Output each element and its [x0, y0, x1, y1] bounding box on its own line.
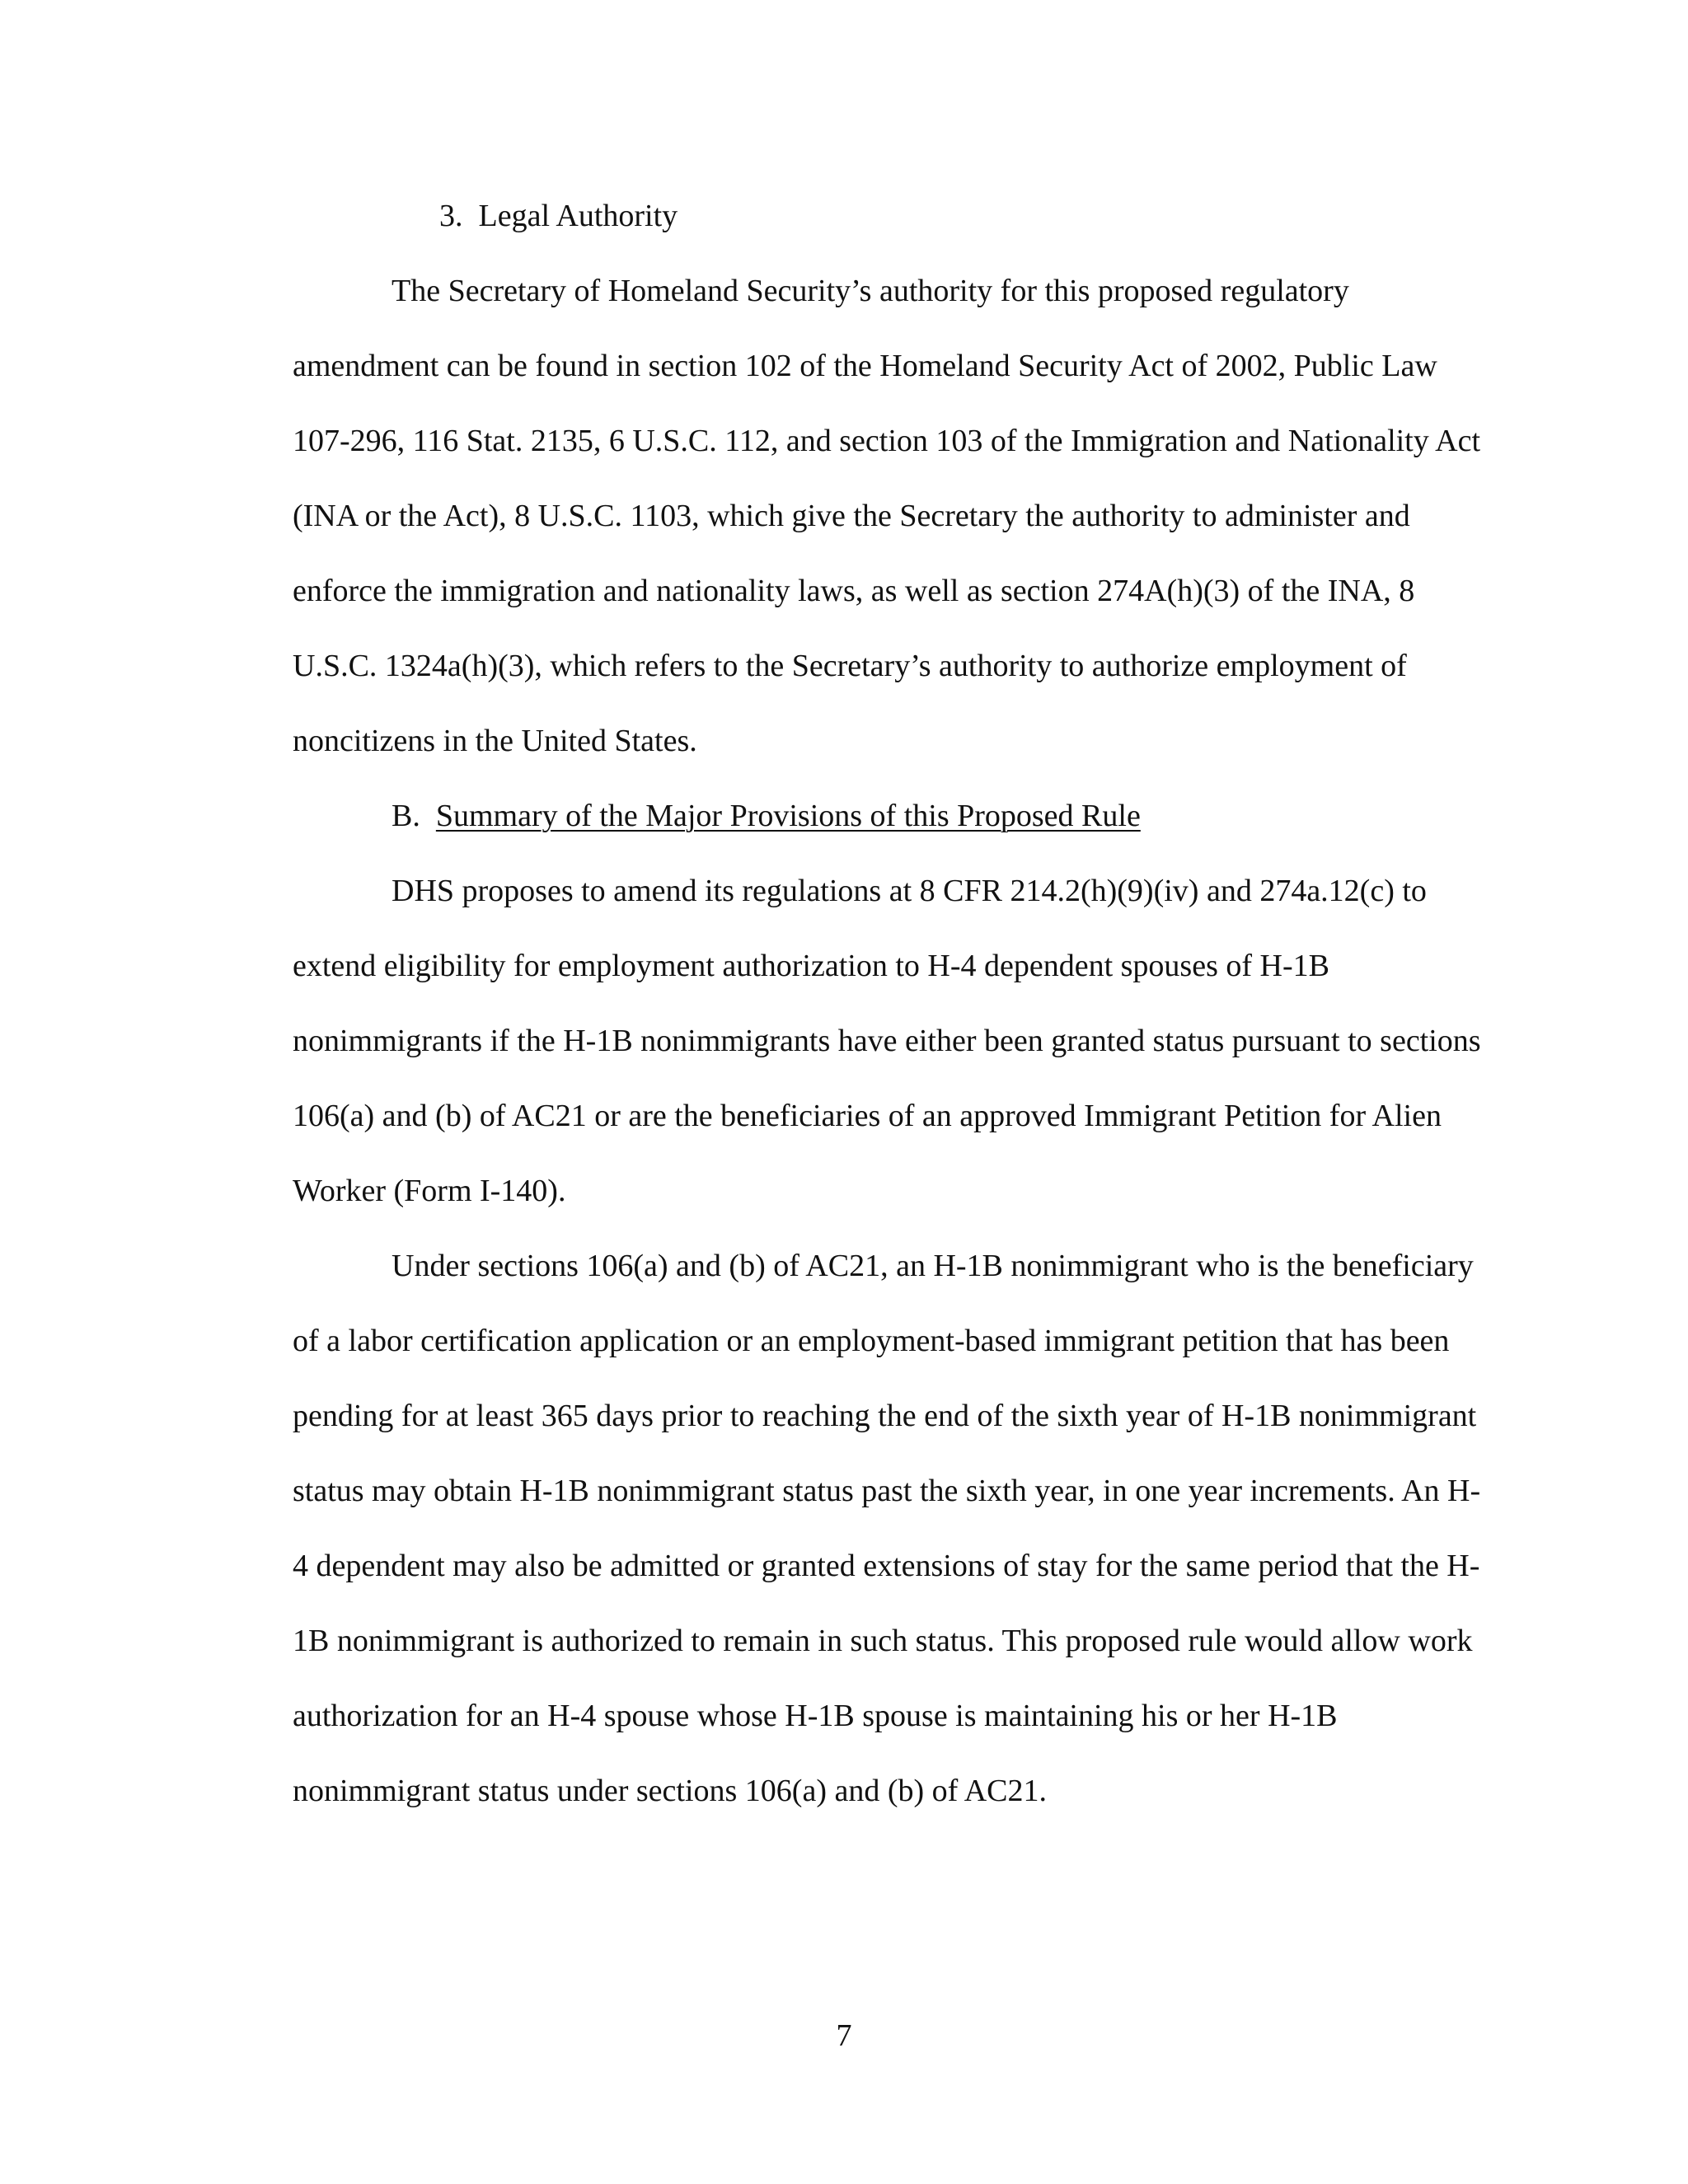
section-b-title: Summary of the Major Provisions of this Proposed Rule — [435, 799, 1141, 833]
ac21-paragraph: Under sections 106(a) and (b) of AC21, an H-1B nonimmigrant who is the beneficiary of a labor certification application or an employment-based immigrant petition that has been pending for at least 365 days prior to reaching the end of the sixth year of H-1B nonimmigrant status may obtain H-1B nonimmigrant status past the sixth year, in one year increments. An H-4 dependent may also be admitted or granted extensions of stay for the same period that the H-1B nonimmigrant is authorized to remain in such status. This proposed rule would allow work authorization for an H-4 spouse whose H-1B spouse is maintaining his or her H-1B nonimmigrant status under sections 106(a) and (b) of AC21. — [293, 1249, 1481, 1808]
section-3-title: Legal Authority — [478, 199, 678, 233]
section-3-heading — [439, 191, 678, 241]
page-number: 7 — [836, 2018, 852, 2053]
dhs-proposal-paragraph: DHS proposes to amend its regulations at 8 CFR 214.2(h)(9)(iv) and 274a.12(c) to extend eligibility for employment authorization to H-4 dependent spouses of H-1B nonimmigrants if the H-1B nonimmigrants have either been granted status pursuant to sections 106(a) and (b) of AC21 or are the beneficiaries of an approved Immigrant Petition for Alien Worker (Form I-140). — [293, 874, 1481, 1208]
section-b-letter: B. — [392, 799, 420, 833]
section-3-number: 3. — [439, 199, 463, 233]
legal-authority-paragraph: The Secretary of Homeland Security’s authority for this proposed regulatory amendment can be found in section 102 of the Homeland Security Act of 2002, Public Law 107-296, 116 Stat. 2135, 6 U.S.C. 112, and section 103 of the Immigration and Nationality Act (INA or the Act), 8 U.S.C. 1103, which give the Secretary the authority to administer and enforce the immigration and nationality laws, as well as section 274A(h)(3) of the INA, 8 U.S.C. 1324a(h)(3), which refers to the Secretary’s authority to authorize employment of noncitizens in the United States. — [293, 274, 1481, 758]
section-b-heading — [392, 791, 1141, 841]
